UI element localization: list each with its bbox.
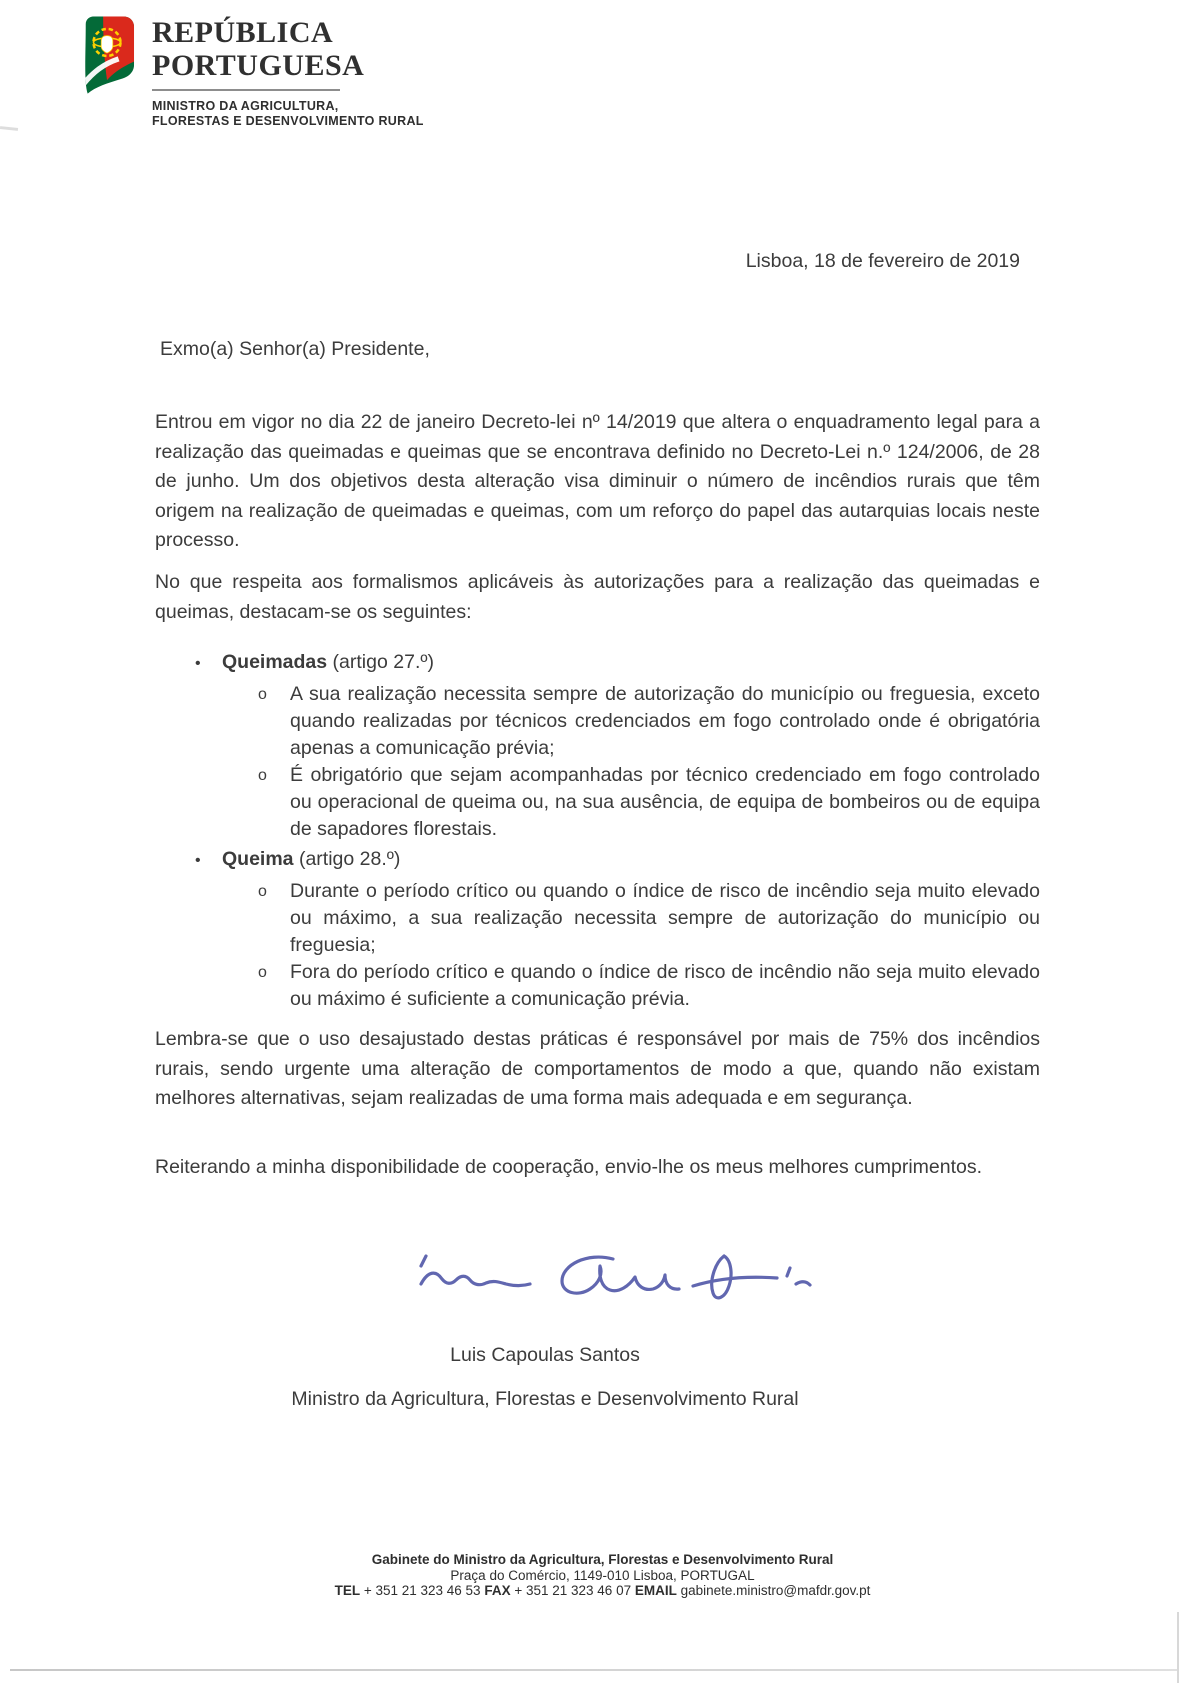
footer bbox=[155, 1552, 1050, 1599]
logo-title-line2: PORTUGUESA bbox=[152, 49, 365, 82]
sub-item bbox=[155, 959, 1040, 1013]
signer-name: Luis Capoulas Santos bbox=[450, 1344, 640, 1366]
bullet-list bbox=[155, 646, 1040, 1013]
footer-office: Gabinete do Ministro da Agricultura, Florestas e Desenvolvimento Rural bbox=[371, 1552, 834, 1567]
logo-title-line1: REPÚBLICA bbox=[152, 16, 334, 49]
email-value: gabinete.ministro@mafdr.gov.pt bbox=[676, 1583, 871, 1598]
scan-artifact-bottom-line bbox=[10, 1669, 1178, 1671]
list-term: Queima bbox=[222, 848, 294, 870]
sub-item-text: A sua realização necessita sempre de autorização do município ou freguesia, exceto quando realizadas por técnicos credenciados em fogo controlado onde é obrigatória apenas a comunicação prévia; bbox=[290, 683, 1040, 759]
sub-item bbox=[155, 878, 1040, 959]
paragraph-opening: Entrou em vigor no dia 22 de janeiro Decreto-lei nº 14/2019 que altera o enquadramento legal para a realização das queimadas e queimas que se encontrava definido no Decreto-Lei n.º 124/2006, de 28 de junho. Um dos objetivos desta alteração visa diminuir o número de incêndios rurais que têm origem na realização de queimadas e queimas, com um reforço do papel das autarquias locais neste processo. bbox=[155, 411, 1040, 551]
list-term: Queimadas bbox=[222, 651, 328, 673]
sub-item bbox=[155, 762, 1040, 843]
salutation: Exmo(a) Senhor(a) Presidente, bbox=[160, 338, 430, 360]
logo-divider bbox=[152, 89, 340, 91]
sub-bullet-icon: o bbox=[258, 767, 267, 784]
tel-label: TEL bbox=[334, 1583, 361, 1598]
sub-item bbox=[155, 681, 1040, 762]
signer-title: Ministro da Agricultura, Florestas e Desenvolvimento Rural bbox=[291, 1388, 799, 1410]
sub-item-text: Fora do período crítico e quando o índice de risco de incêndio não seja muito elevado ou máximo é suficiente a comunicação prévia. bbox=[290, 961, 1040, 1010]
sub-bullet-icon: o bbox=[258, 686, 267, 703]
footer-contacts bbox=[155, 1583, 1050, 1599]
fax-label: FAX bbox=[484, 1583, 511, 1598]
tel-value: + 351 21 323 46 53 bbox=[360, 1583, 485, 1598]
paragraph-formalisms: No que respeita aos formalismos aplicáveis às autorizações para a realização das queimadas e queimas, destacam-se os seguintes: bbox=[155, 571, 1040, 623]
paragraph-warning: Lembra-se que o uso desajustado destas práticas é responsável por mais de 75% dos incêndios rurais, sendo urgente uma alteração de comportamentos de modo a que, quando não existam melhores alternativas, sejam realizadas de uma forma mais adequada e em segurança. bbox=[155, 1028, 1040, 1109]
sub-bullet-icon: o bbox=[258, 964, 267, 981]
list-term-suffix: (artigo 27.º) bbox=[327, 651, 434, 673]
sub-item-text: Durante o período crítico ou quando o índice de risco de incêndio seja muito elevado ou máximo, a sua realização necessita sempre de autorização do município ou freguesia; bbox=[290, 880, 1040, 956]
paragraph-closing: Reiterando a minha disponibilidade de cooperação, envio-lhe os meus melhores cumprimentos. bbox=[155, 1156, 983, 1178]
email-label: EMAIL bbox=[634, 1583, 677, 1598]
signature-ink bbox=[405, 1243, 825, 1313]
gov-logo bbox=[78, 16, 424, 129]
scan-artifact-right-line bbox=[1177, 1612, 1179, 1683]
date-line: Lisboa, 18 de fevereiro de 2019 bbox=[745, 250, 1020, 272]
ministry-line1: MINISTRO DA AGRICULTURA, bbox=[152, 99, 339, 113]
bullet-icon: • bbox=[195, 852, 201, 869]
footer-address: Praça do Comércio, 1149-010 Lisboa, PORTUGAL bbox=[450, 1567, 755, 1583]
sub-bullet-icon: o bbox=[258, 883, 267, 900]
ministry-name bbox=[152, 99, 424, 129]
bullet-icon: • bbox=[195, 655, 201, 672]
portugal-flag-icon bbox=[78, 16, 136, 94]
sub-item-text: É obrigatório que sejam acompanhadas por técnico credenciado em fogo controlado ou operacional de queima ou, na sua ausência, de equipa de bombeiros ou de equipa de sapadores florestais. bbox=[290, 764, 1040, 840]
list-item-queimadas bbox=[155, 649, 1040, 677]
fax-value: + 351 21 323 46 07 bbox=[510, 1583, 635, 1598]
list-item-queima bbox=[155, 846, 1040, 874]
ministry-line2: FLORESTAS E DESENVOLVIMENTO RURAL bbox=[152, 114, 424, 128]
scan-artifact-left bbox=[0, 126, 18, 131]
logo-title bbox=[152, 16, 424, 82]
list-term-suffix: (artigo 28.º) bbox=[293, 848, 401, 870]
